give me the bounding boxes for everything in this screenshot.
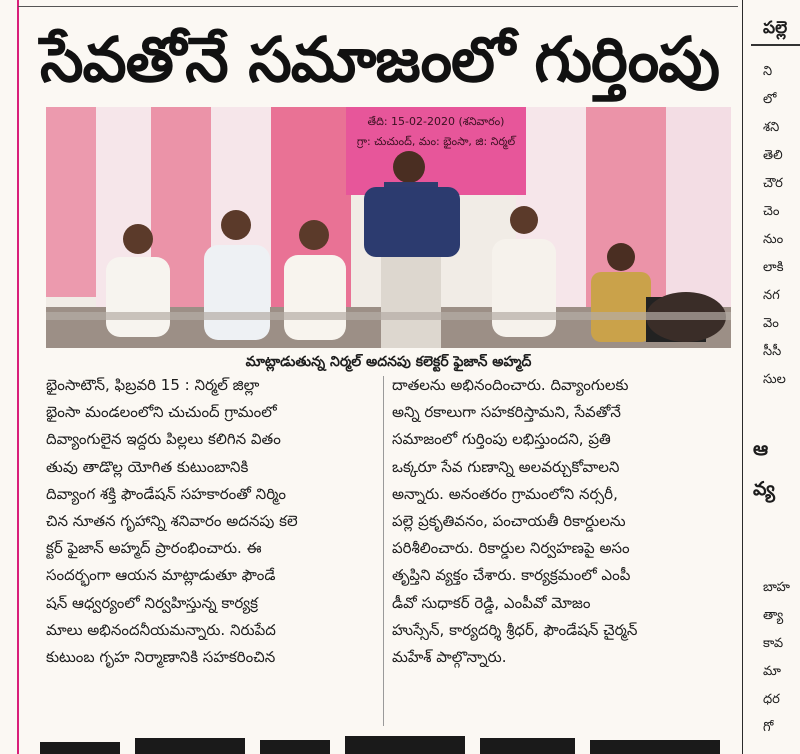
side-column-clipped bbox=[745, 0, 800, 754]
side-text-line: కావ bbox=[763, 636, 784, 651]
left-margin-rule bbox=[17, 0, 19, 754]
body-text-line: అన్ని రకాలుగా సహకరిస్తామని, సేవతోనే bbox=[392, 403, 621, 422]
body-text-line: తృప్తిని వ్యక్తం చేశారు. కార్యక్రమంలో ఎంపీ bbox=[392, 566, 631, 585]
banner-text-2: గ్రా: చుచుంద్, మం: భైంసా, జి: నిర్మల్ bbox=[356, 135, 516, 148]
body-text-line: మహేశ్ పాల్గొన్నారు. bbox=[392, 648, 507, 667]
side-text-line: సుల bbox=[763, 372, 786, 387]
body-text-line: మాలు అభినందనీయమన్నారు. నిరుపేద bbox=[46, 620, 276, 639]
side-subhead-2: వ్య bbox=[753, 478, 776, 500]
side-text-line: లో bbox=[763, 92, 777, 107]
side-text-line: ని bbox=[763, 64, 773, 79]
side-heading-rule bbox=[751, 44, 800, 46]
body-text-line: దివ్యాంగ శక్తి ఫౌండేషన్ సహకారంతో నిర్మిం bbox=[46, 484, 287, 503]
article-column-2 bbox=[392, 372, 732, 671]
side-text-line: గో bbox=[763, 720, 774, 735]
banner-text-1: తేది: 15-02-2020 (శనివారం) bbox=[367, 115, 505, 128]
side-text-line: నగ bbox=[763, 288, 780, 303]
column-divider-right bbox=[742, 0, 743, 754]
side-text-line: బాహ bbox=[763, 580, 790, 595]
body-text-line: దివ్యాంగులైన ఇద్దరు పిల్లలు కలిగిన వితం bbox=[46, 430, 281, 449]
body-text-line: డీవో సుధాకర్ రెడ్డి, ఎంపీవో మోజం bbox=[392, 593, 591, 612]
body-text-line: చిన నూతన గృహాన్ని శనివారం అదనపు కలె bbox=[46, 512, 298, 531]
side-subhead-1: ఆ bbox=[753, 438, 769, 460]
body-text-line: ఒక్కరూ సేవ గుణాన్ని అలవర్చుకోవాలని bbox=[392, 457, 620, 476]
body-text-line: పల్లె ప్రకృతివనం, పంచాయతీ రికార్డులను bbox=[392, 512, 626, 531]
side-text-line: త్యా bbox=[763, 608, 784, 623]
side-text-line: వెం bbox=[763, 316, 779, 331]
body-text-line: దాతలను అభినందించారు. దివ్యాంగులకు bbox=[392, 376, 629, 394]
side-text-line: చౌర bbox=[763, 176, 783, 191]
article-column-1 bbox=[46, 372, 376, 671]
body-text-line: తువు తాడొల్ల యోగిత కుటుంబానికి bbox=[46, 457, 249, 476]
side-text-line: చెం bbox=[763, 204, 780, 219]
body-text-line: హుస్సేన్, కార్యదర్శి శ్రీధర్, ఫౌండేషన్ చైర్మన్ bbox=[392, 620, 638, 639]
body-text-line: సందర్భంగా ఆయన మాట్లాడుతూ ఫౌండే bbox=[46, 566, 276, 585]
side-text-line: లాకి bbox=[763, 260, 784, 275]
body-text-line: కుటుంబ గృహ నిర్మాణానికి సహకరించిన bbox=[46, 648, 276, 667]
side-heading: పల్లె bbox=[763, 18, 788, 38]
side-text-line: తెలి bbox=[763, 148, 783, 163]
body-text-line: పరిశీలించారు. రికార్డుల నిర్వహణపై అసం bbox=[392, 539, 630, 558]
body-text-line: షన్ ఆధ్వర్యంలో నిర్వహిస్తున్న కార్యక్ర bbox=[46, 593, 258, 612]
article-photo bbox=[46, 107, 731, 348]
side-text-line: శని bbox=[763, 120, 780, 135]
body-text-line: క్టర్ ఫైజాన్ అహ్మద్ ప్రారంభించారు. ఈ bbox=[46, 539, 262, 558]
body-text-line: సమాజంలో గుర్తింపు లభిస్తుందని, ప్రతి bbox=[392, 430, 611, 449]
top-rule bbox=[18, 6, 738, 7]
next-article-headline-clipped bbox=[40, 732, 730, 754]
side-text-line: ధర bbox=[763, 692, 780, 707]
article-headline: సేవతోనే సమాజంలో గుర్తింపు bbox=[40, 23, 720, 96]
body-text-line: భైంసా మండలంలోని చుచుంద్ గ్రామంలో bbox=[46, 403, 277, 422]
body-text-line: అన్నారు. అనంతరం గ్రామంలోని నర్సరీ, bbox=[392, 484, 618, 503]
body-text-line: భైంసాటౌన్, ఫిబ్రవరి 15 : నిర్మల్ జిల్లా bbox=[46, 376, 260, 394]
column-divider bbox=[383, 376, 384, 726]
side-text-line: మా bbox=[763, 664, 781, 679]
side-text-line: సీసీ bbox=[763, 344, 782, 359]
side-text-line: నుం bbox=[763, 232, 784, 247]
photo-caption: మాట్లాడుతున్న నిర్మల్ అదనపు కలెక్టర్ ఫైజాన్ అహ్మద్ bbox=[245, 354, 532, 370]
